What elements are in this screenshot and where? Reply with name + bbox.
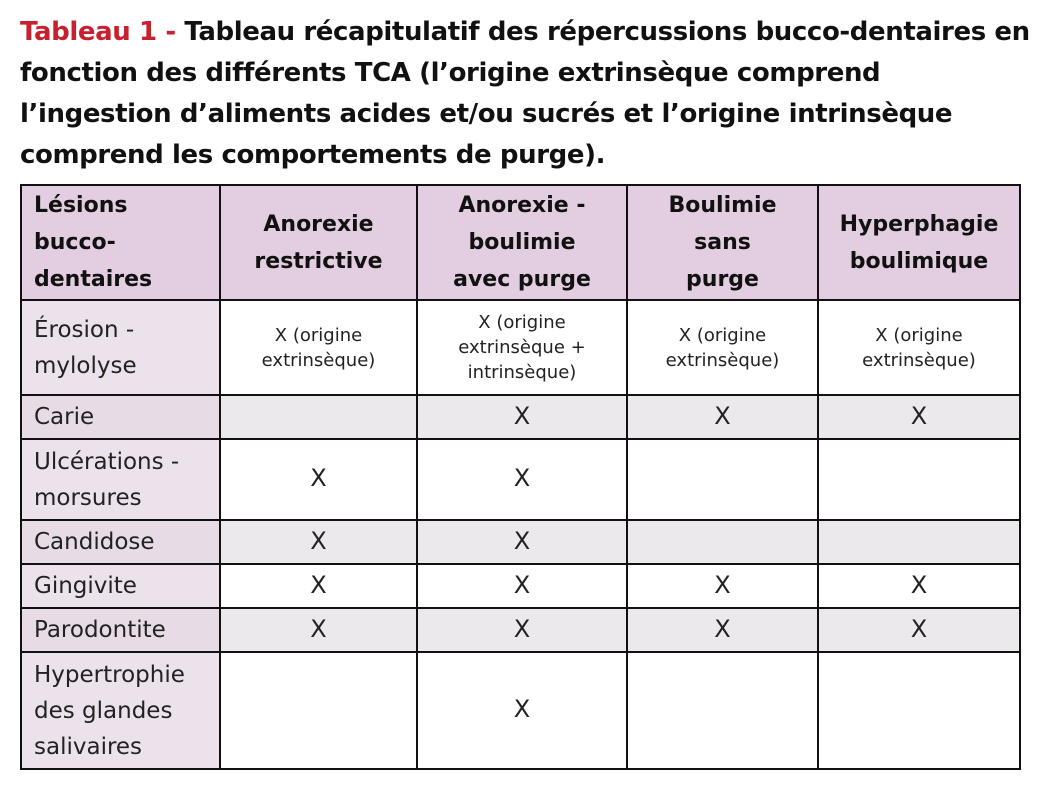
table-cell: [627, 652, 818, 769]
table-cell: [627, 439, 818, 520]
row-label: Ulcérations - morsures: [21, 439, 220, 520]
table-cell: X: [818, 395, 1020, 439]
table-cell: X: [627, 395, 818, 439]
header-lesions: Lésions bucco-dentaires: [21, 185, 220, 300]
table-cell: X: [417, 608, 627, 652]
table-row: [21, 652, 1020, 769]
row-label: Gingivite: [21, 564, 220, 608]
table-cell: X: [220, 608, 417, 652]
table-cell: [220, 395, 417, 439]
row-label: Érosion - mylolyse: [21, 300, 220, 395]
table-caption-text: Tableau récapitulatif des répercussions bucco-dentaires en fonction des différents TCA (l’origine extrinsèque comprend l’ingestion d’aliments acides et/ou sucrés et l’origine intrinsèque comprend les comportements de purge).: [20, 17, 1030, 170]
table-cell: X (origine extrinsèque): [220, 300, 417, 395]
table-cell: X: [220, 564, 417, 608]
table-cell: X: [627, 564, 818, 608]
row-label: Parodontite: [21, 608, 220, 652]
summary-table: [20, 184, 1021, 770]
header-bulimia-no-purge: Boulimie sans purge: [627, 185, 818, 300]
header-anorexia-restrictive: Anorexie restrictive: [220, 185, 417, 300]
table-cell: X: [417, 439, 627, 520]
table-cell: [627, 520, 818, 564]
table-cell: [818, 439, 1020, 520]
header-anorexia-bulimia-purge: Anorexie - boulimie avec purge: [417, 185, 627, 300]
table-cell: X (origine extrinsèque + intrinsèque): [417, 300, 627, 395]
table-cell: X (origine extrinsèque): [627, 300, 818, 395]
table-cell: [818, 520, 1020, 564]
header-binge-eating: Hyperphagie boulimique: [818, 185, 1020, 300]
table-cell: [818, 652, 1020, 769]
row-label: Carie: [21, 395, 220, 439]
row-label: Hypertrophie des glandes salivaires: [21, 652, 220, 769]
table-row: [21, 520, 1020, 564]
table-cell: [220, 652, 417, 769]
table-row: [21, 439, 1020, 520]
table-cell: X: [220, 439, 417, 520]
table-row: [21, 564, 1020, 608]
table-row: [21, 300, 1020, 395]
table-cell: X (origine extrinsèque): [818, 300, 1020, 395]
table-header-row: [21, 185, 1020, 300]
table-cell: X: [220, 520, 417, 564]
table-cell: X: [417, 564, 627, 608]
table-caption-label: Tableau 1 -: [20, 17, 176, 47]
table-cell: X: [417, 520, 627, 564]
table-cell: X: [417, 652, 627, 769]
table-caption: [20, 12, 1030, 176]
table-cell: X: [627, 608, 818, 652]
table-cell: X: [417, 395, 627, 439]
table-cell: X: [818, 564, 1020, 608]
row-label: Candidose: [21, 520, 220, 564]
table-cell: X: [818, 608, 1020, 652]
table-row: [21, 395, 1020, 439]
table-row: [21, 608, 1020, 652]
